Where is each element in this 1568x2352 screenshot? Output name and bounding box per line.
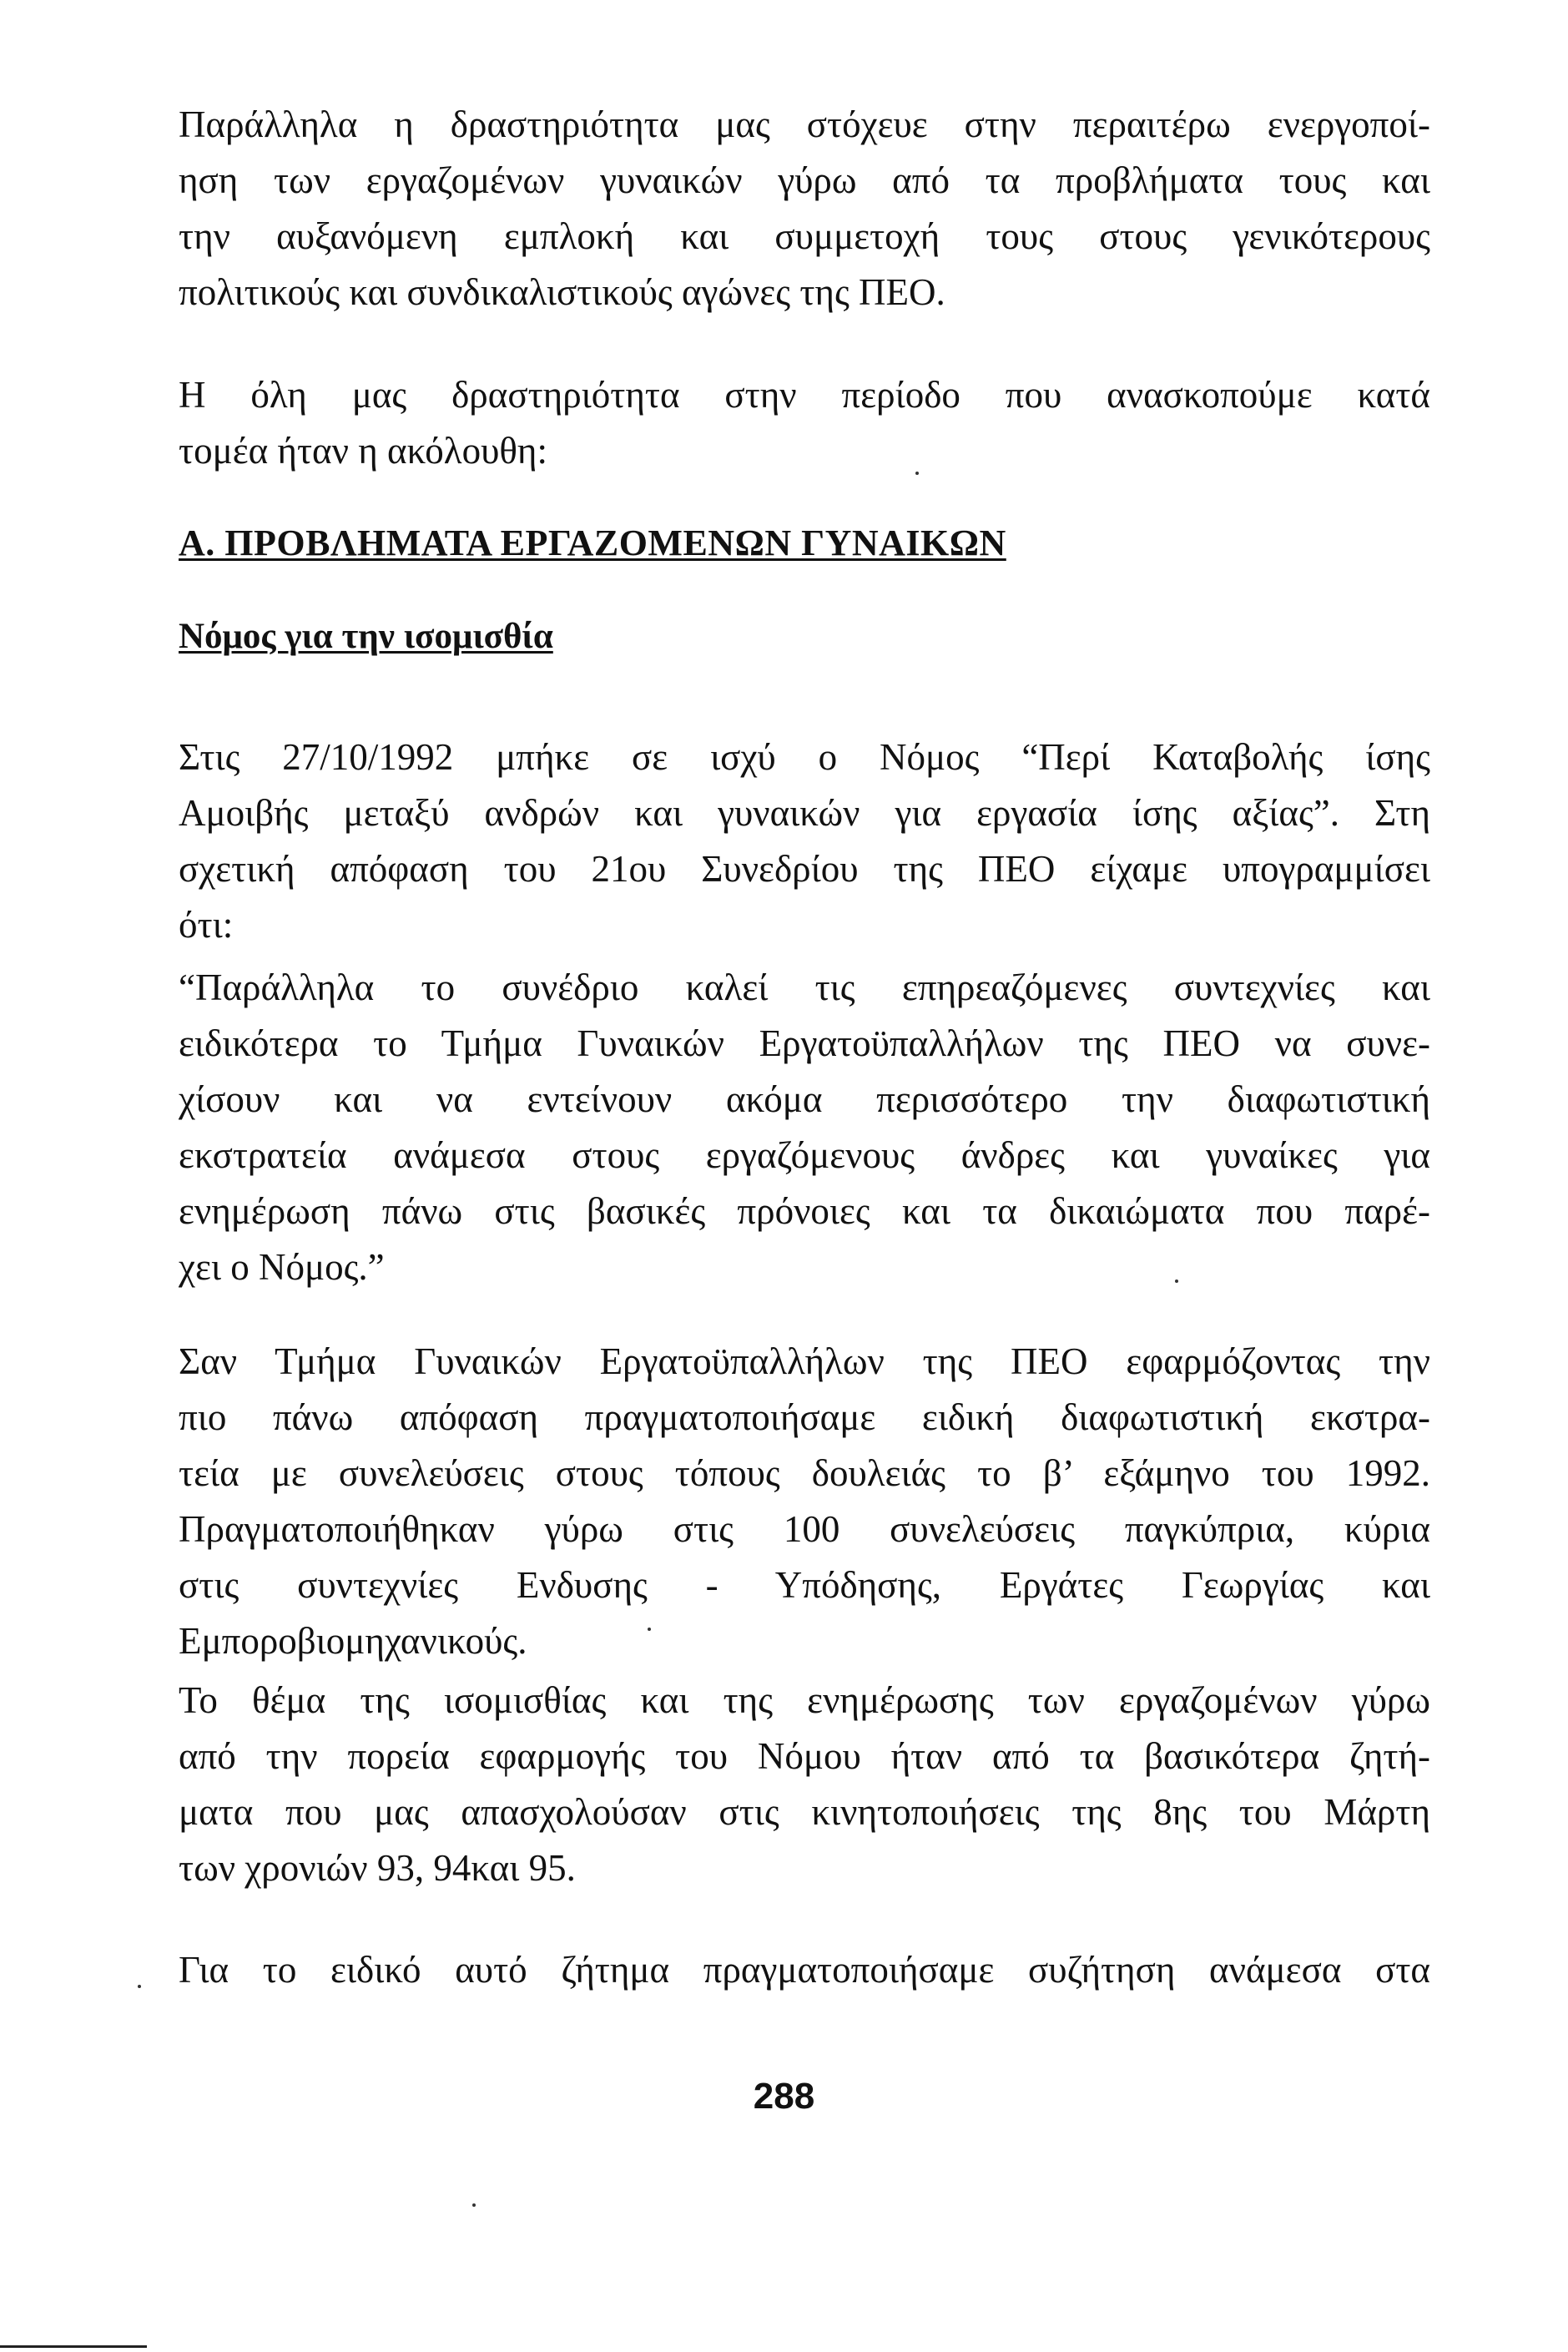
paragraph-womens-day (179, 1673, 1430, 1896)
text-line: από την πορεία εφαρμογής του Νόμου ήταν από τα βασικότερα ζητή- (179, 1735, 1430, 1777)
text-line: ειδικότερα το Τμήμα Γυναικών Εργατοϋπαλλήλων της ΠΕΟ να συνε- (179, 1022, 1430, 1064)
text-line: χει ο Νόμος.” (179, 1246, 385, 1288)
text-line: σχετική απόφαση του 21ου Συνεδρίου της ΠΕΟ είχαμε υπογραμμίσει (179, 848, 1430, 890)
text-line: Το θέμα της ισομισθίας και της ενημέρωσης των εργαζομένων γύρω (179, 1679, 1430, 1721)
text-line: Παράλληλα η δραστηριότητα μας στόχευε στην περαιτέρω ενεργοποί- (179, 103, 1430, 145)
text-line: πιο πάνω απόφαση πραγματοποιήσαμε ειδική διαφωτιστική εκστρα- (179, 1396, 1430, 1438)
text-line: χίσουν και να εντείνουν ακόμα περισσότερο την διαφωτιστική (179, 1078, 1430, 1120)
paragraph-activity-intro (179, 97, 1430, 320)
scan-speck (1175, 1279, 1178, 1283)
section-heading: Α. ΠΡΟΒΛΗΜΑΤΑ ΕΡΓΑΖΟΜΕΝΩΝ ΓΥΝΑΙΚΩΝ (179, 522, 1006, 563)
footer-rule (0, 2345, 147, 2348)
page-number: 288 (753, 2076, 815, 2117)
text-line: “Παράλληλα το συνέδριο καλεί τις επηρεαζόμενες συντεχνίες και (179, 967, 1430, 1008)
text-line: Στις 27/10/1992 μπήκε σε ισχύ ο Νόμος “Περί Καταβολής ίσης (179, 736, 1430, 778)
scan-speck (472, 2203, 476, 2207)
scan-speck (915, 472, 919, 475)
text-line: Σαν Τμήμα Γυναικών Εργατοϋπαλλήλων της ΠΕΟ εφαρμόζοντας την (179, 1340, 1430, 1382)
scan-speck (648, 1628, 651, 1631)
paragraph-discussion (179, 1942, 1430, 1998)
paragraph-equal-pay-law (179, 729, 1430, 953)
text-line: Πραγματοποιήθηκαν γύρω στις 100 συνελεύσεις παγκύπρια, κύρια (179, 1508, 1430, 1550)
text-line: εκστρατεία ανάμεσα στους εργαζόμενους άνδρες και γυναίκες για (179, 1134, 1430, 1176)
paragraph-overview (179, 367, 1430, 479)
text-line: τεία με συνελεύσεις στους τόπους δουλειάς το β’ εξάμηνο του 1992. (179, 1452, 1430, 1494)
paragraph-campaign (179, 1334, 1430, 1669)
text-line: ματα που μας απασχολούσαν στις κινητοποιήσεις της 8ης του Μάρτη (179, 1791, 1430, 1833)
text-line: ενημέρωση πάνω στις βασικές πρόνοιες και τα δικαιώματα που παρέ- (179, 1190, 1430, 1232)
text-line: τομέα ήταν η ακόλουθη: (179, 430, 547, 472)
text-line: πολιτικούς και συνδικαλιστικούς αγώνες της ΠΕΟ. (179, 271, 945, 313)
sub-heading: Νόμος για την ισομισθία (179, 617, 553, 656)
scan-speck (138, 1985, 141, 1988)
text-line: την αυξανόμενη εμπλοκή και συμμετοχή τους στους γενικότερους (179, 215, 1430, 257)
text-line: Εμποροβιομηχανικούς. (179, 1620, 527, 1662)
text-line: Η όλη μας δραστηριότητα στην περίοδο που ανασκοπούμε κατά (179, 374, 1430, 416)
text-line: Για το ειδικό αυτό ζήτημα πραγματοποιήσαμε συζήτηση ανάμεσα στα (179, 1949, 1430, 1991)
text-line: στις συντεχνίες Ενδυσης - Υπόδησης, Εργάτες Γεωργίας και (179, 1564, 1430, 1606)
text-line: Αμοιβής μεταξύ ανδρών και γυναικών για εργασία ίσης αξίας”. Στη (179, 792, 1430, 834)
text-line: ότι: (179, 904, 234, 946)
text-line: των χρονιών 93, 94και 95. (179, 1847, 576, 1889)
quote-congress-decision (179, 960, 1430, 1295)
text-line: ηση των εργαζομένων γυναικών γύρω από τα προβλήματα τους και (179, 159, 1430, 201)
